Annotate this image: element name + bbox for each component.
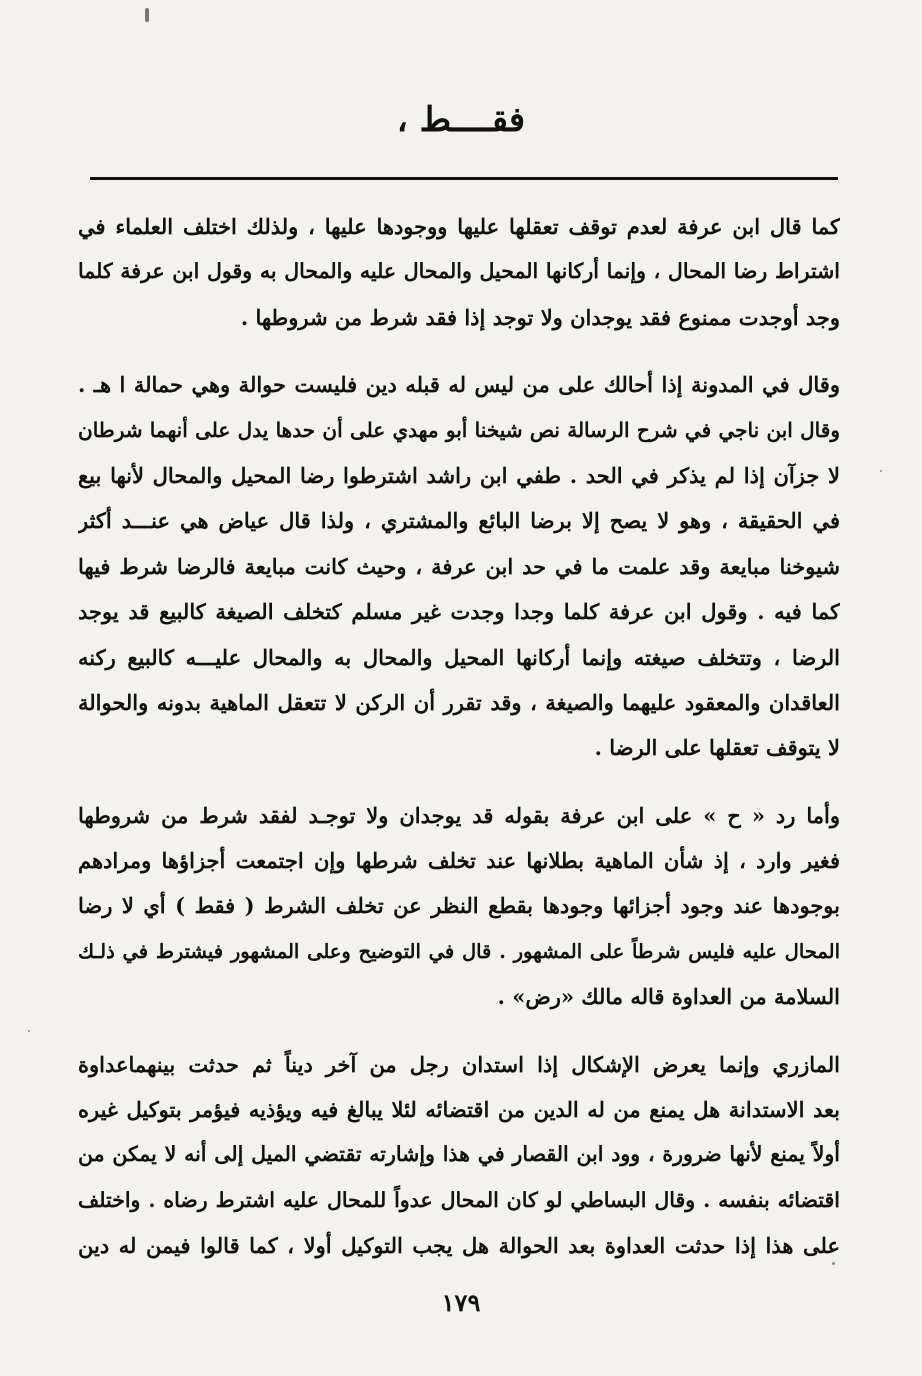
text-line: المحال عليه فليس شرطاً على المشهور . قال في التوضيح وعلى المشهور فيشترط في ذلـك (78, 939, 840, 963)
text-line: كما فيه . وقول ابن عرفة كلما وجدا وجدت غير مسلم كتخلف الصيغة كالبيع قد يوجد (78, 599, 840, 625)
paragraph-gap (78, 340, 840, 362)
text-line: بوجودها عند وجود أجزائها وجودها بقطع النظر عن تخلف الشرط ( فقط ) أي لا رضا (78, 893, 840, 919)
scan-speck (145, 8, 149, 22)
text-line: على هذا إذا حدثت العداوة بعد الحوالة هل يجب التوكيل أولا ، كما قالوا فيمن له دين (78, 1233, 840, 1259)
scan-speck (880, 470, 882, 472)
text-line: لا يتوقف تعقلها على الرضا . (594, 735, 840, 761)
text-line: الرضا ، وتتخلف صيغته وإنما أركانها المحيل والمحال به والمحال عليـــه كالبيع ركنه (78, 644, 840, 670)
text-line: وأما رد « ح » على ابن عرفة بقوله قد يوجدان ولا توجـد لفقد شرط من شروطها (78, 802, 840, 828)
text-line: كما قال ابن عرفة لعدم توقف تعقلها عليها ووجودها عليها ، ولذلك اختلف العلماء في (78, 214, 840, 239)
text-line: لا جزآن إذا لم يذكر في الحد . طفي ابن راشد اشترطوا رضا المحيل والمحال لأنها بيع (78, 462, 840, 488)
body-text (78, 204, 840, 1269)
paragraph-1 (78, 204, 840, 340)
text-line: بعد الاستدانة هل يمنع من له الدين من اقتضائه لئلا يبالغ فيه ويؤذيه فيؤمر بتوكيل غيره (78, 1097, 840, 1123)
text-line: في الحقيقة ، وهو لا يصح إلا برضا البائع والمشتري ، ولذا قال عياض هي عنـــد أكثر (78, 508, 840, 534)
paragraph-2 (78, 362, 840, 771)
paragraph-gap (78, 771, 840, 793)
text-line: وقال في المدونة إذا أحالك على من ليس له قبله دين فليست حوالة وهي حمالة ا هـ . (78, 372, 840, 398)
text-line: أولاً يمنع لأنها ضرورة ، وود ابن القصار في هذا وإشارته تقتضي الميل إلى أنه لا يمكن من (78, 1142, 840, 1167)
paragraph-4 (78, 1042, 840, 1269)
text-line: المازري وإنما يعرض الإشكال إذا استدان رجل من آخر ديناً ثم حدثت بينهماعداوة (78, 1051, 840, 1077)
text-line: شيوخنا مبايعة وقد علمت ما في حد ابن عرفة ، وحيث كانت مبايعة فالرضا شرط فيها (78, 553, 840, 579)
running-head: فقــــط ، (396, 100, 526, 140)
paragraph-3 (78, 793, 840, 1020)
header-rule (90, 177, 838, 180)
scan-speck (832, 1262, 835, 1265)
text-line: السلامة من العداوة قاله مالك «رض» . (497, 984, 840, 1010)
page-number: ١٧٩ (441, 1288, 481, 1317)
text-line: اشتراط رضا المحال ، وإنما أركانها المحيل والمحال عليه والمحال به وقول ابن عرفة كلما (78, 259, 840, 284)
text-line: وجد أوجدت ممنوع فقد يوجدان ولا توجد إذا فقد شرط من شروطها . (240, 304, 840, 330)
text-line: وقال ابن ناجي في شرح الرسالة نص شيخنا أبو مهدي على أن حدها يدل على أنهما شرطان (78, 417, 840, 442)
scan-speck (28, 1030, 30, 1032)
text-line: فغير وارد ، إذ شأن الماهية بطلانها عند تخلف شرطها وإن اجتمعت أجزاؤها ومرادهم (78, 848, 840, 874)
text-line: اقتضائه بنفسه . وقال البساطي لو كان المحال عدواً للمحال عليه اشترط رضاه . واختلف (78, 1187, 840, 1212)
paragraph-gap (78, 1020, 840, 1042)
text-line: العاقدان والمعقود عليهما والصيغة ، وقد تقرر أن الركن لا تتعقل الماهية بدونه والحوالة (78, 689, 840, 715)
